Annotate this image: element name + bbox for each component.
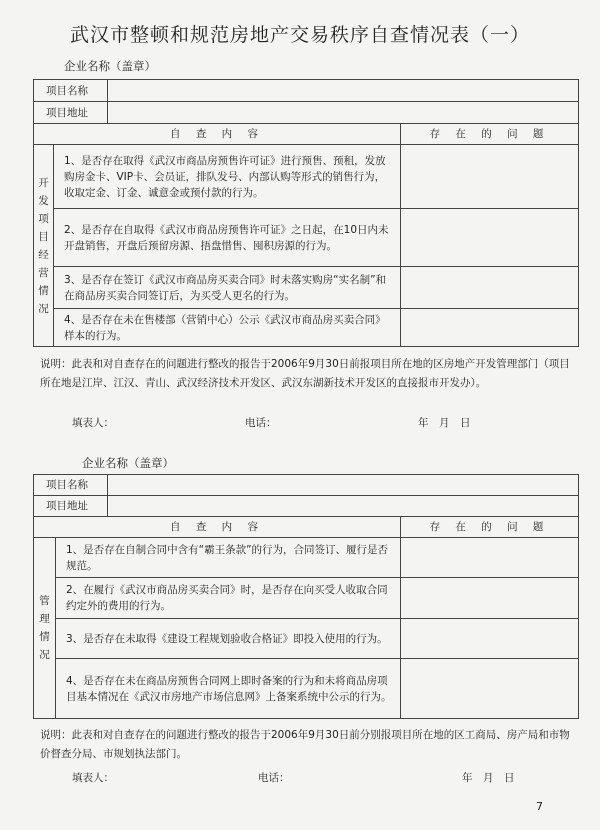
project-address-label: 项目地址 — [34, 102, 108, 124]
project-address-label: 项目地址 — [34, 496, 108, 517]
project-name-field[interactable] — [108, 80, 579, 102]
project-address-field[interactable] — [108, 496, 579, 517]
category-label — [34, 538, 56, 719]
section-note: 说明：此表和对自查存在的问题进行整改的报告于2006年9月30日前分别报项目所在地的区工商局、房产局和市物价督查分局、市规划执法部门。 — [40, 729, 570, 760]
project-name-field[interactable] — [108, 475, 579, 496]
check-item: 4、是否存在未在商品房预售合同网上即时备案的行为和未将商品房项目基本情况在《武汉市房地产市场信息网》上备案系统中公示的行为。 — [56, 659, 401, 719]
project-name-label: 项目名称 — [34, 475, 108, 496]
check-item: 3、是否存在签订《武汉市商品房买卖合同》时未落实购房“实名制”和在商品房买卖合同签订后，为买受人更名的行为。 — [54, 267, 401, 309]
issue-field[interactable] — [401, 145, 579, 209]
check-item: 3、是否存在未取得《建设工程规划验收合格证》即投入使用的行为。 — [56, 619, 401, 659]
company-name-label: 企业名称（盖章） — [64, 59, 156, 73]
check-item: 2、是否存在自取得《武汉市商品房预售许可证》之日起，在10日内未开盘销售，开盘后预留房源、捂盘惜售、囤积房源的行为。 — [54, 209, 401, 267]
filler-label: 填表人： — [72, 417, 114, 429]
issue-field[interactable] — [401, 619, 579, 659]
section-note: 说明：此表和对自查存在的问题进行整改的报告于2006年9月30日前报项目所在地的区房地产开发管理部门（项目所在地是江岸、江汉、青山、武汉经济技术开发区、武汉东湖新技术开发区的直接报市开发办）。 — [40, 358, 570, 389]
phone-label: 电话： — [245, 417, 277, 429]
company-name-label: 企业名称（盖章） — [82, 456, 174, 470]
category-text: 管理情况 — [39, 595, 50, 661]
column-header-issues: 存 在 的 问 题 — [401, 517, 579, 538]
column-header-issues: 存 在 的 问 题 — [401, 124, 579, 145]
check-item: 1、是否存在取得《武汉市商品房预售许可证》进行预售、预租，发放购房金卡、VIP卡、会员证，排队发号、内部认购等形式的销售行为，收取定金、订金、诚意金或预付款的行为。 — [54, 145, 401, 209]
issue-field[interactable] — [401, 309, 579, 347]
self-check-table-1 — [33, 79, 579, 347]
issue-field[interactable] — [401, 209, 579, 267]
filler-label: 填表人： — [72, 772, 114, 784]
category-label — [34, 145, 54, 347]
self-check-table-2 — [33, 474, 579, 719]
category-text: 开发项目经营情况 — [38, 176, 49, 315]
page-number: 7 — [536, 800, 543, 813]
issue-field[interactable] — [401, 659, 579, 719]
date-label: 年 月 日 — [418, 417, 471, 429]
check-item: 4、是否存在未在售楼部（营销中心）公示《武汉市商品房买卖合同》样本的行为。 — [54, 309, 401, 347]
issue-field[interactable] — [401, 578, 579, 619]
check-item: 2、在履行《武汉市商品房买卖合同》时，是否存在向买受人收取合同约定外的费用的行为。 — [56, 578, 401, 619]
page-title: 武汉市整顿和规范房地产交易秩序自查情况表（一） — [69, 24, 530, 46]
date-label: 年 月 日 — [462, 772, 515, 784]
issue-field[interactable] — [401, 267, 579, 309]
check-item: 1、是否存在自制合同中含有“霸王条款”的行为，合同签订、履行是否规范。 — [56, 538, 401, 578]
phone-label: 电话： — [258, 772, 290, 784]
issue-field[interactable] — [401, 538, 579, 578]
column-header-check-content: 自 查 内 容 — [34, 124, 401, 145]
project-address-field[interactable] — [108, 102, 579, 124]
column-header-check-content: 自 查 内 容 — [34, 517, 401, 538]
project-name-label: 项目名称 — [34, 80, 108, 102]
